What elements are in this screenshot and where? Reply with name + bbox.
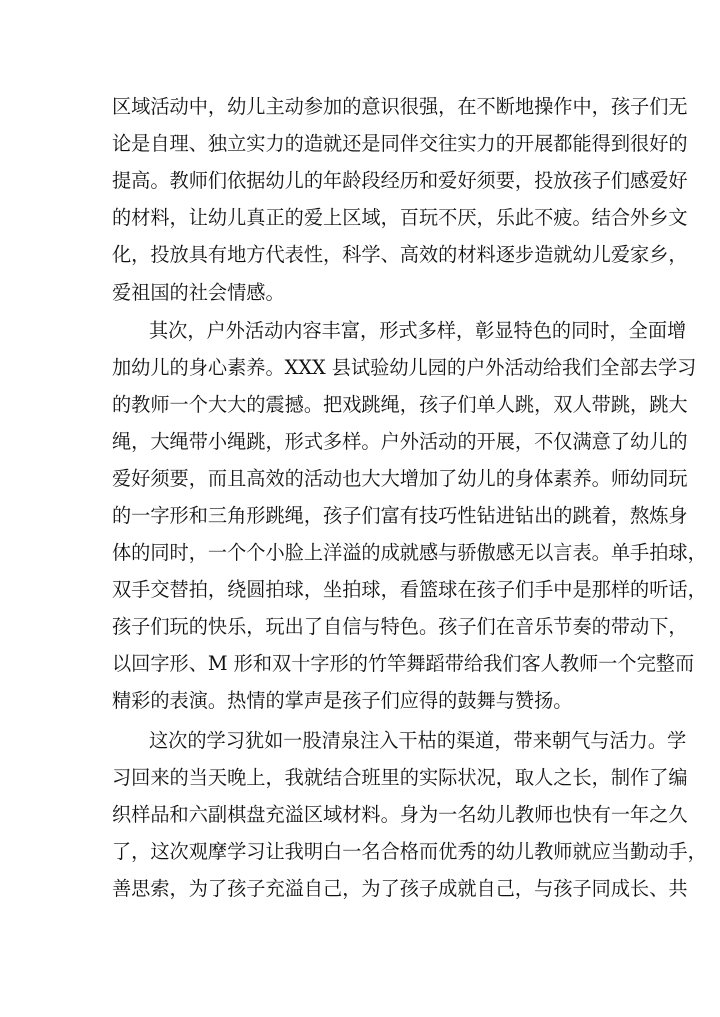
paragraph-first-line: 这次的学习犹如一股清泉注入干枯的渠道，带来朝气与活力。学 [149,729,687,752]
text-line: 体的同时，一个个小脸上洋溢的成就感与骄傲感无以言表。单手拍球， [112,541,707,564]
text-line: 加幼儿的身心素养。XXX 县试验幼儿园的户外活动给我们全部去学习 [112,356,697,379]
text-line: 爱祖国的社会情感。 [112,281,285,304]
text-line: 了，这次观摩学习让我明白一名合格而优秀的幼儿教师就应当勤动手， [112,840,707,863]
text-line: 化，投放具有地方代表性，科学、高效的材料逐步造就幼儿爱家乡， [112,243,688,266]
text-line: 提高。教师们依据幼儿的年龄段经历和爱好须要，投放孩子们感爱好 [112,169,688,192]
text-line: 的教师一个大大的震撼。把戏跳绳，孩子们单人跳，双人带跳，跳大 [112,393,688,416]
text-line: 习回来的当天晚上，我就结合班里的实际状况，取人之长，制作了编 [112,766,688,789]
text-line: 的材料，让幼儿真正的爱上区域，百玩不厌，乐此不疲。结合外乡文 [112,206,688,229]
text-line: 的一字形和三角形跳绳，孩子们富有技巧性钻进钻出的跳着，熬炼身 [112,504,688,527]
text-line: 以回字形、M 形和双十字形的竹竿舞蹈带给我们客人教师一个完整而 [112,652,695,675]
text-line: 爱好须要，而且高效的活动也大大增加了幼儿的身体素养。师幼同玩 [112,467,688,490]
text-line: 孩子们玩的快乐，玩出了自信与特色。孩子们在音乐节奏的带动下， [112,615,688,638]
paragraph-first-line: 其次，户外活动内容丰富，形式多样，彰显特色的同时，全面增 [149,319,687,342]
text-line: 绳，大绳带小绳跳，形式多样。户外活动的开展，不仅满意了幼儿的 [112,430,688,453]
text-line: 论是自理、独立实力的造就还是同伴交往实力的开展都能得到很好的 [112,132,688,155]
text-line: 双手交替拍，绕圆拍球，坐拍球，看篮球在孩子们手中是那样的听话， [112,578,707,601]
text-line: 区域活动中，幼儿主动参加的意识很强，在不断地操作中，孩子们无 [112,95,688,118]
text-line: 精彩的表演。热情的掌声是孩子们应得的鼓舞与赞扬。 [112,689,573,712]
text-line: 织样品和六副棋盘充溢区域材料。身为一名幼儿教师也快有一年之久 [112,803,688,826]
text-line: 善思索，为了孩子充溢自己，为了孩子成就自己，与孩子同成长、共 [112,877,688,900]
